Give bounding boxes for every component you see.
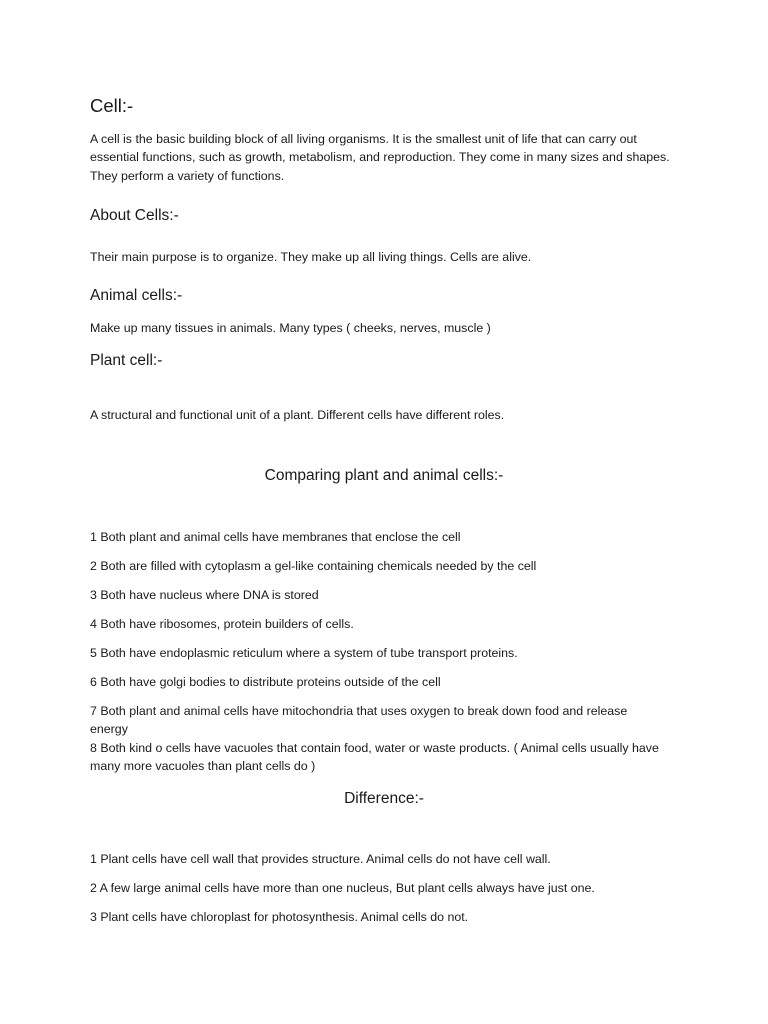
- comparing-item-continuation: energy: [90, 722, 128, 736]
- comparing-item: 1 Both plant and animal cells have membranes that enclose the cell: [90, 530, 461, 544]
- comparing-item: 8 Both kind o cells have vacuoles that contain food, water or waste products. ( Animal cells usually have: [90, 741, 659, 755]
- heading-plant-cell: Plant cell:-: [90, 352, 163, 369]
- comparing-item: 4 Both have ribosomes, protein builders of cells.: [90, 617, 354, 631]
- comparing-item: 3 Both have nucleus where DNA is stored: [90, 588, 319, 602]
- heading-difference: Difference:-: [344, 790, 424, 807]
- difference-item: 3 Plant cells have chloroplast for photosynthesis. Animal cells do not.: [90, 910, 469, 924]
- difference-item: 1 Plant cells have cell wall that provides structure. Animal cells do not have cell wall.: [90, 852, 551, 866]
- cell-paragraph-line-1: A cell is the basic building block of all living organisms. It is the smallest unit of life that can carry out: [90, 132, 637, 146]
- about-cells-paragraph: Their main purpose is to organize. They make up all living things. Cells are alive.: [90, 250, 532, 264]
- comparing-item: 7 Both plant and animal cells have mitochondria that uses oxygen to break down food and release: [90, 704, 628, 718]
- cell-paragraph-line-3: They perform a variety of functions.: [90, 169, 285, 183]
- comparing-item: 6 Both have golgi bodies to distribute proteins outside of the cell: [90, 675, 441, 689]
- difference-item: 2 A few large animal cells have more than one nucleus, But plant cells always have just one.: [90, 881, 595, 895]
- heading-animal-cells: Animal cells:-: [90, 287, 183, 304]
- animal-cells-paragraph: Make up many tissues in animals. Many types ( cheeks, nerves, muscle ): [90, 321, 491, 335]
- comparing-item: 2 Both are filled with cytoplasm a gel-like containing chemicals needed by the cell: [90, 559, 537, 573]
- heading-comparing: Comparing plant and animal cells:-: [264, 467, 504, 484]
- heading-cell: Cell:-: [90, 95, 134, 116]
- plant-cell-paragraph: A structural and functional unit of a plant. Different cells have different roles.: [90, 408, 505, 422]
- comparing-item-continuation: many more vacuoles than plant cells do ): [90, 759, 316, 773]
- cell-paragraph-line-2: essential functions, such as growth, metabolism, and reproduction. They come in many sizes and shapes.: [90, 150, 670, 164]
- heading-about-cells: About Cells:-: [90, 207, 179, 224]
- comparing-item: 5 Both have endoplasmic reticulum where a system of tube transport proteins.: [90, 646, 518, 660]
